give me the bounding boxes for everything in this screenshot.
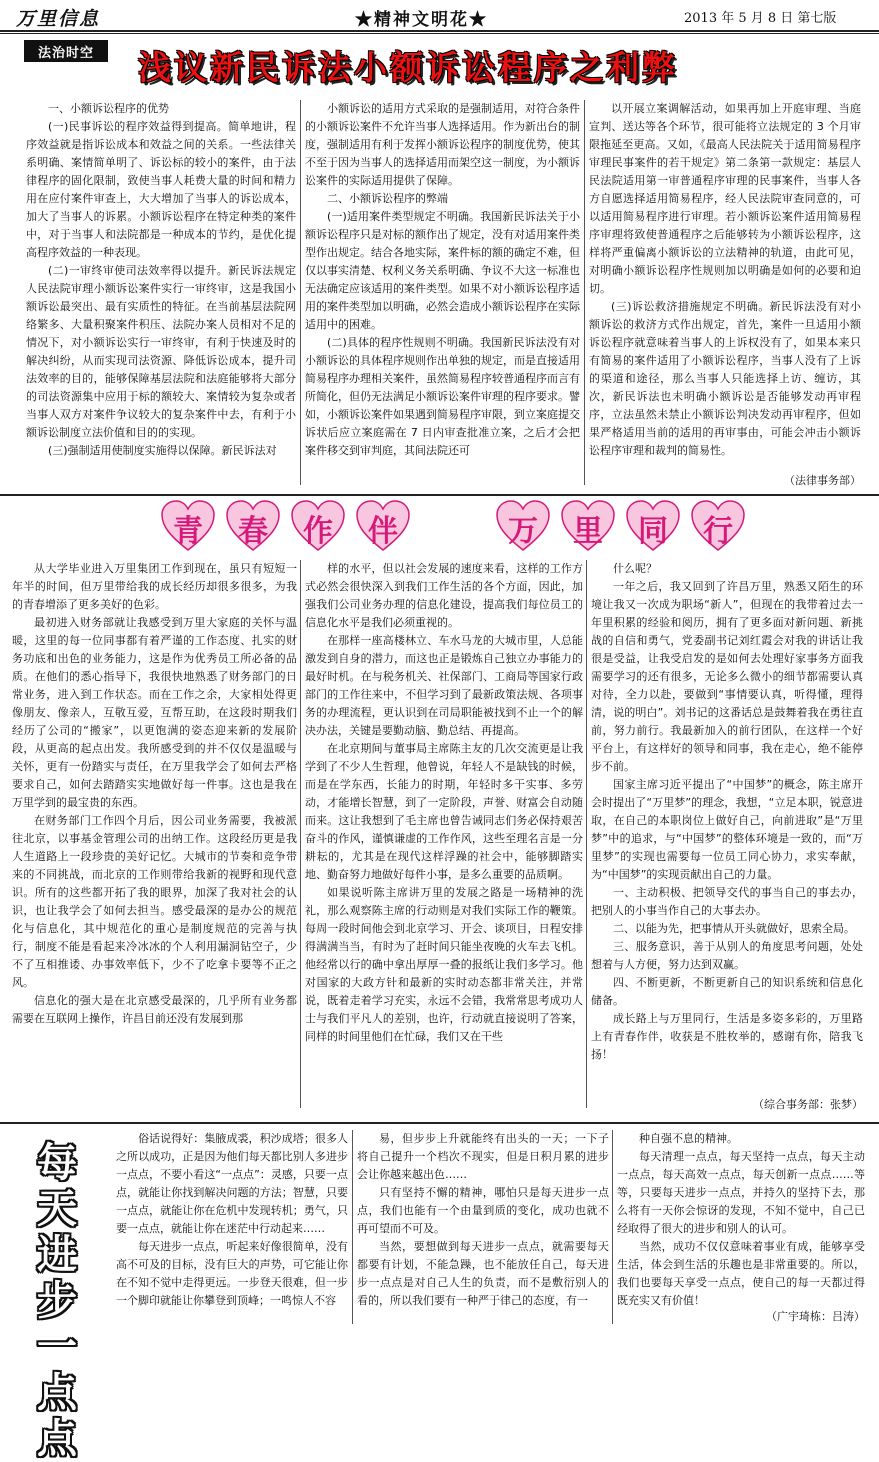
paragraph: (一)民事诉讼的程序效益得到提高。简单地讲，程序效益就是指诉讼成本和效益之间的关系。一些法律关系明确、案情简单明了、诉讼标的较小的案件，由于法律程序的固化限制，致使当事人耗费大量的时间和精力用在应付案件审查上，大大增加了当事人的诉讼成本，加大了当事人的诉累。小额诉讼程序在特定种类的案件中，对于当事人和法院都是一种成本的节约，是优化提高程序效益的一种表现。 [26, 120, 296, 259]
heart-icon [625, 500, 681, 552]
paragraph: (一)适用案件类型规定不明确。我国新民诉法关于小额诉讼程序只是对标的额作出了规定，没有对适用案件类型作出规定。结合各地实际，案件标的额的确定不难，但仅以事实清楚、权利义务关系明确、争议不大这一标准也无法确定应该适用的案件类型。如果不对小额诉讼程序适用的案件类型加以明确，必然会造成小额诉讼程序在实际适用中的困难。 [305, 210, 580, 331]
paragraph: 当然，成功不仅仅意味着事业有成，能够享受生活，体会到生活的乐趣也是非常重要的。所以，我们也要每天享受一点点，使自己的每一天都过得既充实又有价值！ [617, 1240, 865, 1307]
column-divider [300, 560, 301, 1108]
heart-icon [495, 500, 551, 552]
title-char: 行 [703, 514, 733, 549]
article3-byline: （广宇琦栋：吕涛） [766, 1310, 865, 1323]
title-char: 点 [37, 1370, 77, 1416]
heart-icon [290, 500, 346, 552]
paragraph: 什么呢？ [613, 562, 657, 575]
paragraph: 每天进步一点点，听起来好像很简单，没有高不可及的目标，没有巨大的声势，可它能让你在不知不觉中走得更远。一步登天很难，但一步一个脚印就能让你攀登到顶峰；一鸣惊人不容 [116, 1240, 348, 1307]
article2-column-1 [12, 560, 297, 1112]
paragraph: 只有坚持不懈的精神，哪怕只是每天进步一点点，我们也能有一个由量到质的变化，成功也就不再可望而不可及。 [357, 1186, 609, 1235]
article2-title-banner [0, 500, 879, 552]
article2-byline: （综合事务部：张梦） [753, 1098, 863, 1111]
article2-column-3 [591, 560, 863, 1094]
paragraph: 以开展立案调解活动，如果再加上开庭审理、当庭宣判、送达等各个环节，很可能将立法规定的 3 个月审限拖延至更高。又如，《最高人民法院关于适用简易程序审理民事案件的若干规定》第二条第一款规定：基层人民法院适用第一审普通程序审理的民事案件，当事人各方自愿选择适用简易程序，经人民法院审查同意的，可以适用简易程序进行审理。若小额诉讼案件适用简易程序审理将致使普通程序之后能够转为小额诉讼程序，这样将严重偏离小额诉讼的立法精神的轨道，由此可见，对明确小额诉讼程序性规则加以明确是如何的必要和迫切。 [589, 102, 861, 295]
paragraph: (二)具体的程序性规则不明确。我国新民诉法没有对小额诉讼的具体程序规则作出单独的规定，而是直接适用简易程序办理相关案件，虽然简易程序较普通程序而言有所简化，但仍无法满足小额诉讼案件审理的程序要求。譬如，小额诉讼案件如果遇到简易程序审限，到立案庭提交诉状后应立案庭需在 7 日内审查批准立案，之后才会把案件移交到审判庭，其间法院还可 [305, 336, 580, 457]
column-divider [586, 560, 587, 1108]
paragraph: 一年之后，我又回到了许昌万里，熟悉又陌生的环境让我又一次成为职场“新人”，但现在的我带着过去一年里积累的经验和阅历，拥有了更多面对新问题、新挑战的自信和勇气，党委副书记刘红霞会对我的讲话让我很是受益，让我受启发的是如何去处理好家事务方面我需要学习的还有很多，无论多么微小的细节都需要认真对待，全力以赴，要做到“事情要认真，听得懂，理得清，说的明白”。刘书记的这番话总是鼓舞着我在勇往直前，努力前行。我最新加入的前行团队，在这样一个好平台上，有这样好的领导和同事，我在走心，绝不能停步不前。 [591, 580, 863, 773]
title-char: 青 [173, 514, 203, 549]
paragraph: 二、以能为先，把事情从开头就做好，思索全局。 [613, 922, 855, 935]
paragraph: 从大学毕业进入万里集团工作到现在，虽只有短短一年半的时间，但万里带给我的成长经历却很多很多，为我的青春增添了更多美好的色彩。 [12, 562, 297, 611]
title-char: 同 [638, 514, 668, 549]
article1-title: 浅议新民诉法小额诉讼程序之利弊 [138, 48, 678, 87]
paragraph: 成长路上与万里同行，生活是多姿多彩的，万里路上有青春作伴，收获是不胜枚举的，感谢有你，陪我飞扬！ [591, 1012, 863, 1061]
paragraph: (三)强制适用使制度实施得以保障。新民诉法对 [48, 444, 277, 457]
heart-icon [690, 500, 746, 552]
title-char: 每 [37, 1140, 77, 1186]
article1-byline: （法律事务部） [784, 474, 861, 487]
paragraph: 国家主席习近平提出了“中国梦”的概念，陈主席开会时提出了“万里梦”的理念，我想，“立足本职，锐意进取，在自己的本职岗位上做好自己，向前进取”是“万里梦”中的追求，与“中国梦”的整体环境是一致的，而“万里梦”的实现也需要每一位员工同心协力，求实奉献，为“中国梦”的实现贡献出自己的力量。 [591, 778, 863, 881]
article1-tag: 法治时空 [24, 40, 108, 62]
article3-title [26, 1140, 88, 1462]
paragraph: 在那样一座高楼林立、车水马龙的大城市里，人总能激发到自身的潜力，而这也正是锻炼自己独立办事能力的最好时机。在与税务机关、社保部门、工商局等国家行政部门的工作往来中，不但学习到了最新政策法规、各项事务的办理流程，更认识到在司局职能被找到不止一个的解决办法，关键是要勤动脑、勤总结、再提高。 [305, 634, 583, 737]
date-page: 2013 年 5 月 8 日 第七版 [684, 11, 837, 26]
article1-column-1 [26, 100, 296, 490]
paragraph: 小额诉讼的适用方式采取的是强制适用，对符合条件的小额诉讼案件不允许当事人选择适用。作为新出台的制度，强制适用有利于发挥小额诉讼程序的制度优势，使其不至于因为当事人的选择适用而架空这一制度，为小额诉讼案件的实际适用提供了保障。 [305, 102, 580, 187]
section-separator [0, 1122, 879, 1124]
title-char: 一 [37, 1324, 77, 1370]
section-name: ★精神文明花★ [355, 10, 488, 30]
title-char: 点 [37, 1416, 77, 1462]
column-divider [612, 1130, 613, 1324]
paragraph: 在北京期间与董事局主席陈主友的几次交流更是让我学到了不少人生哲理，他曾说，年轻人不是缺钱的时候，而是在学东西，长能力的时期，年轻时多干实事、多劳动，才能增长智慧，到了一定阶段，声誉、财富会自动随而来。这让我想到了毛主席也曾告诫同志们务必保持艰苦奋斗的作风，谨慎谦虚的工作作风，这些至理名言是一分耕耘的，尤其是在现代这样浮躁的社会中，能够脚踏实地、勤奋努力地做好每件小事，是多么重要的品质啊。 [305, 742, 583, 881]
article2-column-2 [305, 560, 583, 1112]
paragraph: 四、不断更新，不断更新自己的知识系统和信息化储备。 [591, 976, 863, 1007]
column-divider [352, 1130, 353, 1324]
article3-column-3 [617, 1130, 865, 1308]
heart-icon [160, 500, 216, 552]
article1-column-3 [589, 100, 861, 472]
paragraph: 三、服务意识，善于从别人的角度思考问题，处处想着与人方便，努力达到双赢。 [591, 940, 863, 971]
title-char: 春 [238, 514, 268, 549]
paragraph: 一、小额诉讼程序的优势 [48, 102, 169, 115]
section-separator [0, 494, 879, 496]
heart-icon [355, 500, 411, 552]
paragraph: 种自强不息的精神。 [639, 1132, 738, 1145]
article3-column-1 [116, 1130, 348, 1326]
page-header [0, 0, 879, 32]
title-char: 天 [37, 1186, 77, 1232]
column-divider [584, 100, 585, 485]
paragraph: 在财务部门工作四个月后，因公司业务需要，我被派往北京，以事基金管理公司的出纳工作。这段经历更是我人生道路上一段珍贵的美好记忆。大城市的节奏和竞争带来的不同挑战，而北京的工作则带给我新的视野和现代意识。所有的这些都开拓了我的眼界，加深了我对社会的认识，也让我学会了如何去担当。感受最深的是办公的规范化与信息化，其中规范化的重心是制度规范的完善与执行，制度不能是看起来冷冰冰的个人利用漏洞钻空子，少不了互相推诿、办事效率低下，少不了吃拿卡要等不正之风。 [12, 814, 297, 989]
paragraph: (二)一审终审使司法效率得以提升。新民诉法规定人民法院审理小额诉讼案件实行一审终审，这是我国小额诉讼最突出、最有实质性的特征。在当前基层法院网络繁多、大量积聚案件积压、法院办案人员相对不足的情况下，对小额诉讼实行一审终审，有利于快速及时的解决纠纷，从而实现司法资源、降低诉讼成本，提升司法效率的目的，能够保障基层法院和法庭能够将大部分的司法资源集中应用于标的额较大、案情较为复杂或者当事人双方对案件争议较大的复杂案件中去，有利于小额诉讼制度立法价值和目的的实现。 [26, 264, 296, 439]
paragraph: (三)诉讼救济措施规定不明确。新民诉法没有对小额诉讼的救济方式作出规定，首先，案件一旦适用小额诉讼程序就意味着当事人的上诉权没有了，如果本来只有简易的案件适用了小额诉讼程序，当事人没有了上诉的渠道和途径，那么当事人只能选择上访、缠访，其次，新民诉法也未明确小额诉讼是否能够发动再审程序，立法虽然未禁止小额诉讼判决发动再审程序，但如果严格适用当前的适用的再审事由，可能会冲击小额诉讼程序审理和裁判的简易性。 [589, 300, 861, 457]
heart-icon [560, 500, 616, 552]
title-char: 作 [303, 514, 333, 549]
article1-column-2 [305, 100, 580, 490]
paragraph: 一、主动积极、把领导交代的事当自己的事去办，把别人的小事当作自己的大事去办。 [591, 886, 863, 917]
heart-icon [225, 500, 281, 552]
title-char: 万 [508, 514, 538, 549]
paragraph: 易，但步步上升就能终有出头的一天；一下子将自己提升一个档次不现实，但是日积月累的进步会让你越来越出色…… [357, 1132, 609, 1181]
title-char: 进 [37, 1232, 77, 1278]
paragraph: 俗话说得好：集腋成裘，积沙成塔；很多人之所以成功，正是因为他们每天都比别人多进步一点点，不要小看这“一点点”：灵感，只要一点点，就能让你找到解决问题的方法；智慧，只要一点点，就能让你在危机中发现转机；勇气，只要一点点，就能让你在迷茫中行动起来…… [116, 1132, 348, 1235]
paragraph: 信息化的强大是在北京感受最深的，几乎所有业务都需要在互联网上操作，许昌目前还没有发展到那 [12, 994, 297, 1025]
masthead: 万里信息 [16, 8, 101, 30]
paragraph: 二、小额诉讼程序的弊端 [327, 192, 448, 205]
paragraph: 当然，要想做到每天进步一点点，就需要每天都要有计划，不能急躁，也不能放任自己，每天进步一点点是对自己人生的负责，而不是敷衍别人的看的，所以我们要有一种严于律己的态度，有一 [357, 1240, 609, 1307]
title-char: 伴 [368, 514, 398, 549]
title-char: 里 [573, 514, 603, 549]
paragraph: 每天清理一点点，每天坚持一点点，每天主动一点点，每天高效一点点，每天创新一点点……等等，只要每天进步一点点，并持久的坚持下去，那么将有一天你会惊讶的发现，不知不觉中，自己已经取得了很大的进步和别人的认可。 [617, 1150, 865, 1235]
article3-column-2 [357, 1130, 609, 1326]
header-rule [0, 33, 879, 34]
column-divider [300, 100, 301, 485]
paragraph: 最初进入财务部就让我感受到万里大家庭的关怀与温暖，这里的每一位同事都有着严谨的工作态度、扎实的财务功底和出色的业务能力，这是作为优秀员工所必备的品质。在他们的悉心指导下，我很快地熟悉了财务部门的日常业务，进入到工作状态。而在工作之余，大家相处得更像朋友、像亲人，互敬互爱，互帮互助，在这段时期我们经历了公司的“搬家”，以更饱满的姿态迎来新的发展阶段，从更高的起点出发。我所感受到的并不仅仅是温暖与关怀，更有一份踏实与责任，在万里我学会了如何去严格要求自己，如何去踏踏实实地做好每一件事。这也是我在万里学到的最宝贵的东西。 [12, 616, 297, 809]
paragraph: 样的水平，但以社会发展的速度来看，这样的工作方式必然会很快深入到我们工作生活的各个方面，因此，加强我们公司业务办理的信息化建设，提高我们每位员工的信息化水平是我们必须重视的。 [305, 562, 583, 629]
paragraph: 如果说听陈主席讲万里的发展之路是一场精神的洗礼，那么观察陈主席的行动则是对我们实际工作的鞭策。每周一段时间他会到北京学习、开会、谈项目，日程安排得满满当当，有时为了赶时间只能坐夜晚的火车去飞机。他经常以行的确中拿出厚厚一叠的报纸让我们多学习。他对国家的大政方针和最新的实时动态都非常关注，并常说，既着走着学习充实，永远不会错，我常常思考成功人士与我们平凡人的差别，也许，行动就直接说明了答案，同样的时间里他们在忙碌，我们又在干些 [305, 886, 583, 1043]
title-char: 步 [37, 1278, 77, 1324]
